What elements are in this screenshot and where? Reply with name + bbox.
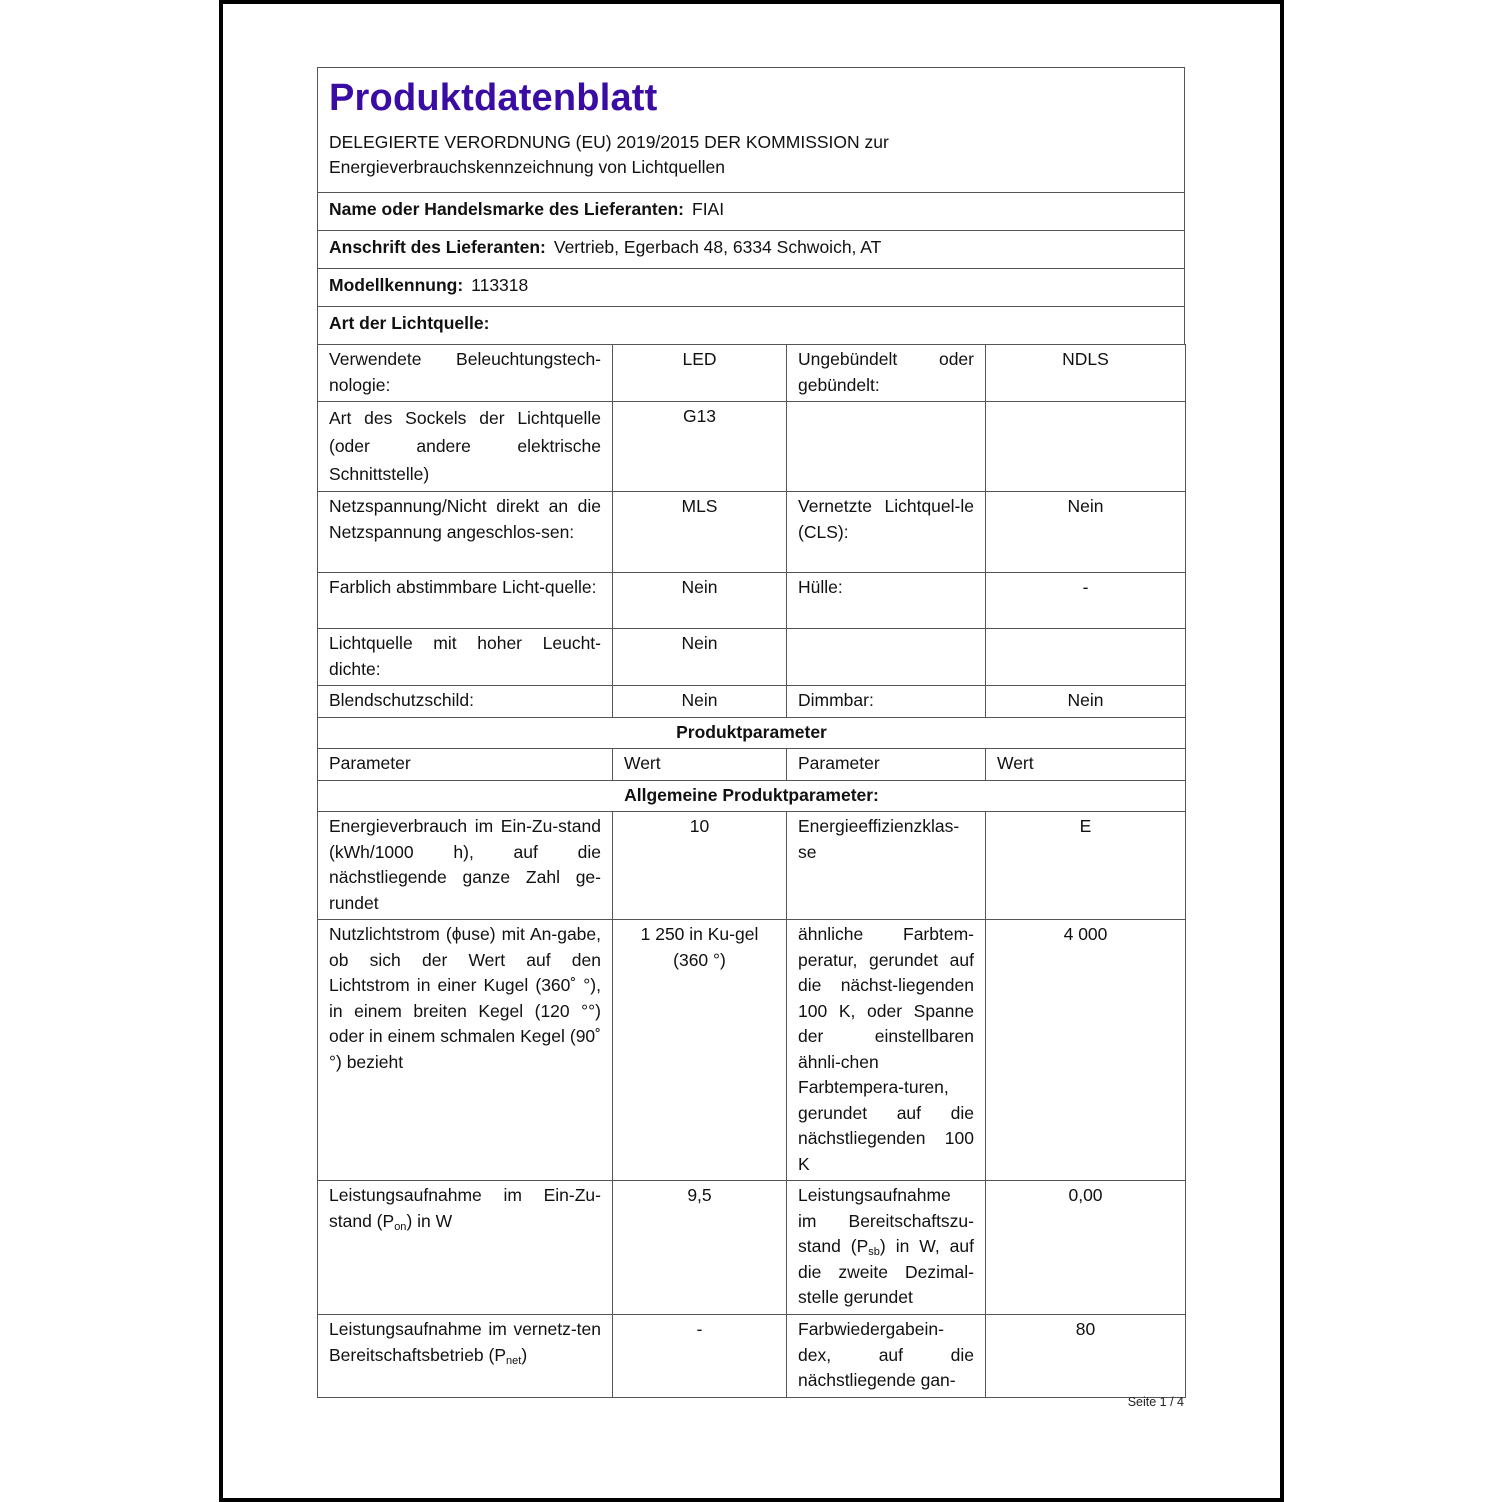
param-value [986,402,1186,492]
table-row [318,573,1186,629]
supplier-address-label: Anschrift des Lieferanten: [329,237,546,257]
table-row [318,345,1186,402]
header-box [317,67,1185,344]
param-value: - [613,1315,787,1398]
supplier-name-row [318,192,1184,230]
table-row [318,1181,1186,1315]
param-value: G13 [613,402,787,492]
param-value: 80 [986,1315,1186,1398]
product-parameters-heading: Produktparameter [318,717,1186,749]
param-label: Hülle: [787,573,986,629]
page-title: Produktdatenblatt [329,77,658,119]
table-row [318,1315,1186,1398]
param-label [787,1181,986,1315]
param-value: 1 250 in Ku-gel (360 °) [613,920,787,1181]
param-value [986,629,1186,686]
param-label: Nutzlichtstrom (ϕuse) mit An-gabe, ob sich der Wert auf den Lichtstrom in einer Kugel (360˚ °), in einem breiten Kegel (120 °°) oder in einem schmalen Kegel (90˚ °) bezieht [318,920,613,1181]
label-text: Leistungsaufnahme im Ein-Zu-stand (P [329,1185,601,1231]
param-label: Dimmbar: [787,686,986,718]
page-number: Seite 1 / 4 [1127,1395,1184,1409]
param-label: Energieverbrauch im Ein-Zu-stand (kWh/1000 h), auf die nächstliegende ganze Zahl ge-rundet [318,812,613,920]
supplier-name-label: Name oder Handelsmarke des Lieferanten: [329,199,684,219]
param-label: Blendschutzschild: [318,686,613,718]
column-header: Wert [986,749,1186,781]
param-value: E [986,812,1186,920]
param-value: 9,5 [613,1181,787,1315]
param-value: MLS [613,492,787,573]
model-value: 113318 [471,275,529,295]
param-label [318,1315,613,1398]
model-label: Modellkennung: [329,275,464,295]
label-text: ) [521,1344,528,1365]
param-label: Art des Sockels der Lichtquelle (oder andere elektrische Schnittstelle) [318,402,613,492]
table-row [318,812,1186,920]
table-row [318,920,1186,1181]
table-row [318,402,1186,492]
param-value: Nein [986,686,1186,718]
product-data-sheet [317,67,1185,1398]
param-label [318,1181,613,1315]
subscript: on [394,1220,407,1233]
light-source-type-row [318,306,1184,344]
param-label [787,402,986,492]
param-value: Nein [613,573,787,629]
section-header-row [318,780,1186,812]
section-header-row [318,717,1186,749]
subscript: net [506,1354,522,1367]
label-text: ) in W [406,1210,453,1231]
param-label: Vernetzte Lichtquel-le (CLS): [787,492,986,573]
table-row [318,686,1186,718]
param-label: Lichtquelle mit hoher Leucht-dichte: [318,629,613,686]
general-parameters-heading: Allgemeine Produktparameter: [318,780,1186,812]
param-label [787,629,986,686]
param-label: Verwendete Beleuchtungstech-nologie: [318,345,613,402]
param-value: LED [613,345,787,402]
param-label: Farbwiedergabein-dex, auf die nächstliegende gan- [787,1315,986,1398]
column-header: Parameter [787,749,986,781]
regulation-subtitle [329,130,1173,180]
param-label: Farblich abstimmbare Licht-quelle: [318,573,613,629]
title-block [318,68,1184,192]
param-value: 4 000 [986,920,1186,1181]
param-value: Nein [613,686,787,718]
supplier-address-value: Vertrieb, Egerbach 48, 6334 Schwoich, AT [553,237,882,257]
param-label: Netzspannung/Nicht direkt an die Netzspannung angeschlos-sen: [318,492,613,573]
supplier-name-value: FIAI [692,199,725,219]
param-value: NDLS [986,345,1186,402]
light-source-type-label: Art der Lichtquelle: [329,313,490,333]
subscript: sb [868,1246,880,1258]
param-label: ähnliche Farbtem-peratur, gerundet auf die nächst-liegenden 100 K, oder Spanne der einstellbaren ähnli-chen Farbtempera-turen, gerundet auf die nächstliegenden 100 K [787,920,986,1181]
label-text: Leistungsaufnahme im vernetz-ten Bereitschaftsbetrieb (P [329,1319,601,1365]
label-text: ) in W, auf die zweite Dezimal-stelle gerundet [798,1236,974,1307]
param-value: - [986,573,1186,629]
light-source-table [317,344,1186,1398]
param-value: Nein [986,492,1186,573]
model-row [318,268,1184,306]
param-value: 10 [613,812,787,920]
supplier-address-row [318,230,1184,268]
param-value: Nein [613,629,787,686]
subtitle-line-2: Energieverbrauchskennzeichnung von Lichtquellen [329,157,725,177]
param-label: Energieeffizienzklas-se [787,812,986,920]
param-label: Ungebündelt oder gebündelt: [787,345,986,402]
table-row [318,629,1186,686]
column-header-row [318,749,1186,781]
column-header: Wert [613,749,787,781]
param-value: 0,00 [986,1181,1186,1315]
subtitle-line-1: DELEGIERTE VERORDNUNG (EU) 2019/2015 DER KOMMISSION zur [329,132,889,152]
column-header: Parameter [318,749,613,781]
table-row [318,492,1186,573]
label-text: Leistungsaufnahme im Bereitschaftszu-stand (P [798,1185,974,1256]
